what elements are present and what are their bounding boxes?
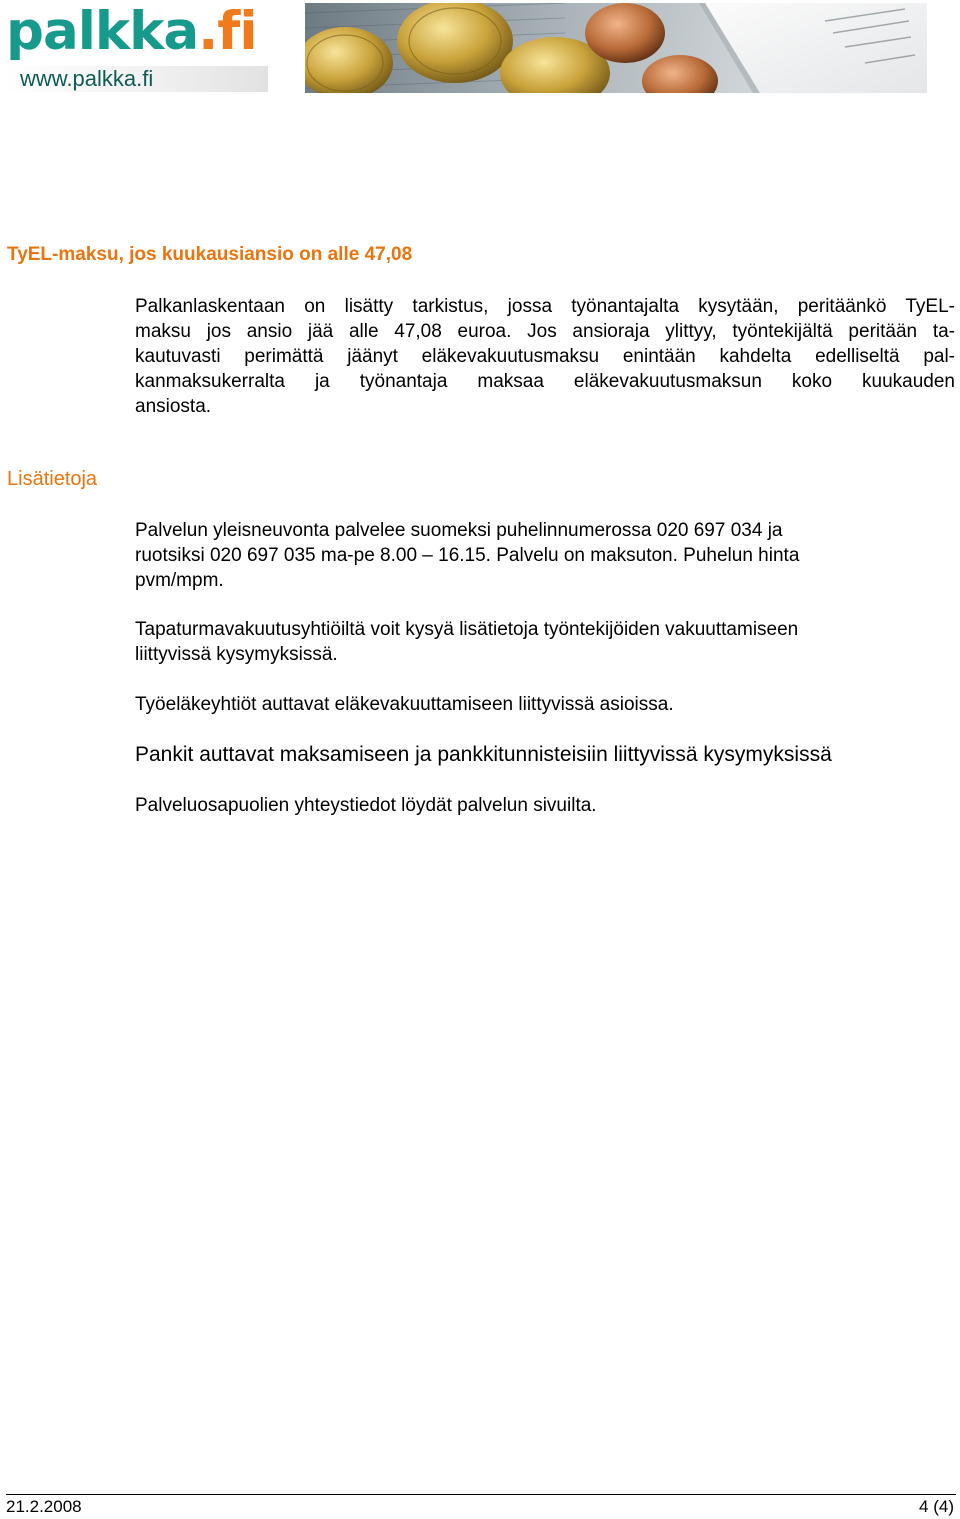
logo-url: www.palkka.fi (20, 66, 154, 91)
paragraph-line: liittyvissä kysymyksissä. (135, 644, 338, 665)
paragraph-line: ansiosta. (135, 396, 212, 417)
tyel-paragraph (135, 294, 955, 419)
section-heading-lisatietoja: Lisätietoja (7, 468, 98, 490)
paragraph-line: maksu jos ansio jää alle 47,08 euroa. Jos ansioraja ylittyy, työntekijältä peritään ta- (135, 321, 955, 342)
insurance-paragraph (135, 617, 955, 667)
paragraph-line: Tapaturmavakuutusyhtiöiltä voit kysyä lisätietoja työntekijöiden vakuuttamiseen (135, 619, 799, 640)
logo-url-strip (6, 66, 268, 92)
footer-date: 21.2.2008 (6, 1497, 82, 1516)
paragraph-line: Palkanlaskentaan on lisätty tarkistus, jossa työnantajalta kysytään, peritäänkö TyEL- (135, 296, 955, 317)
paragraph-line: Palvelun yleisneuvonta palvelee suomeksi puhelinnumerossa 020 697 034 ja (135, 520, 783, 541)
paragraph-line: kautuvasti perimättä jäänyt eläkevakuutusmaksu enintään kahdelta edelliseltä pal- (135, 346, 955, 367)
banks-paragraph (135, 742, 955, 768)
paragraph-line: kanmaksukerralta ja työnantaja maksaa eläkevakuutusmaksun koko kuukauden (135, 371, 955, 392)
logo-wordmark (6, 1, 257, 62)
paragraph-line: Työeläkeyhtiöt auttavat eläkevakuuttamiseen liittyvissä asioissa. (135, 694, 674, 715)
coins-illustration (305, 3, 927, 93)
footer-page-number: 4 (4) (919, 1497, 954, 1516)
footer-divider (6, 1494, 956, 1495)
contacts-paragraph (135, 793, 955, 818)
logo-main-text: palkka (6, 1, 199, 62)
paragraph-line: pvm/mpm. (135, 570, 224, 591)
header-coins-photo (305, 3, 927, 93)
pension-paragraph (135, 692, 955, 717)
paragraph-line: Palveluosapuolien yhteystiedot löydät palvelun sivuilta. (135, 795, 597, 816)
logo-accent-text: .fi (198, 1, 257, 62)
paragraph-line: Pankit auttavat maksamiseen ja pankkitunnisteisiin liittyvissä kysymyksissä (135, 743, 832, 766)
section-heading-tyel: TyEL-maksu, jos kuukausiansio on alle 47,08 (7, 244, 413, 265)
site-logo (6, 1, 268, 92)
paragraph-line: ruotsiksi 020 697 035 ma-pe 8.00 – 16.15. Palvelu on maksuton. Puhelun hinta (135, 545, 800, 566)
helpdesk-paragraph (135, 518, 955, 593)
